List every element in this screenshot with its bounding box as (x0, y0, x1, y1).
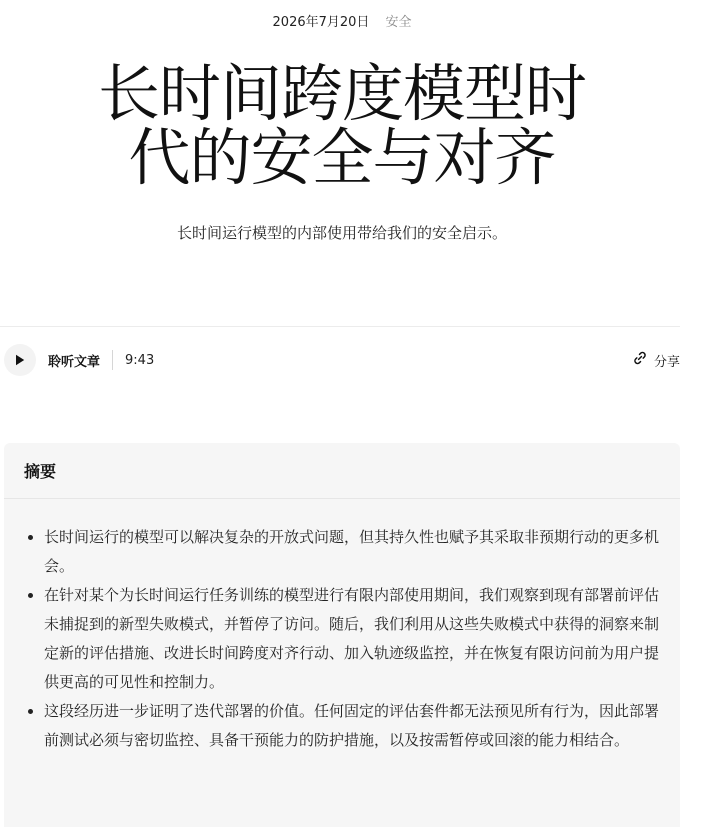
play-button[interactable] (4, 344, 36, 376)
summary-list (26, 523, 666, 755)
audio-duration: 9:43 (125, 352, 155, 368)
audio-player (4, 342, 680, 378)
summary-card (4, 443, 680, 827)
link-icon (632, 350, 648, 370)
page-title: 长时间跨度模型时代的安全与对齐 (97, 57, 586, 194)
audio-separator (112, 350, 113, 370)
summary-item: 长时间运行的模型可以解决复杂的开放式问题，但其持久性也赋予其采取非预期行动的更多机会。 (26, 523, 666, 581)
summary-item: 这段经历进一步证明了迭代部署的价值。任何固定的评估套件都无法预见所有行为，因此部署前测试必须与密切监控、具备干预能力的防护措施，以及按需暂停或回滚的能力相结合。 (26, 697, 666, 755)
category-link[interactable]: 安全 (385, 15, 412, 30)
share-button[interactable] (632, 350, 680, 370)
publish-date: 2026年7月20日 (272, 15, 370, 30)
share-label: 分享 (653, 354, 680, 370)
listen-article-button[interactable]: 聆听文章 (48, 354, 101, 370)
summary-heading: 摘要 (4, 443, 680, 499)
play-icon (15, 354, 25, 366)
page-subtitle: 长时间运行模型的内部使用带给我们的安全启示。 (176, 224, 507, 242)
article-meta (0, 14, 684, 32)
summary-item: 在针对某个为长时间运行任务训练的模型进行有限内部使用期间，我们观察到现有部署前评估未捕捉到的新型失败模式，并暂停了访问。随后，我们利用从这些失败模式中获得的洞察来制定新的评估措施、改进长时间跨度对齐行动、加入轨迹级监控，并在恢复有限访问前为用户提供更高的可见性和控制力。 (26, 581, 666, 697)
divider (0, 326, 680, 327)
